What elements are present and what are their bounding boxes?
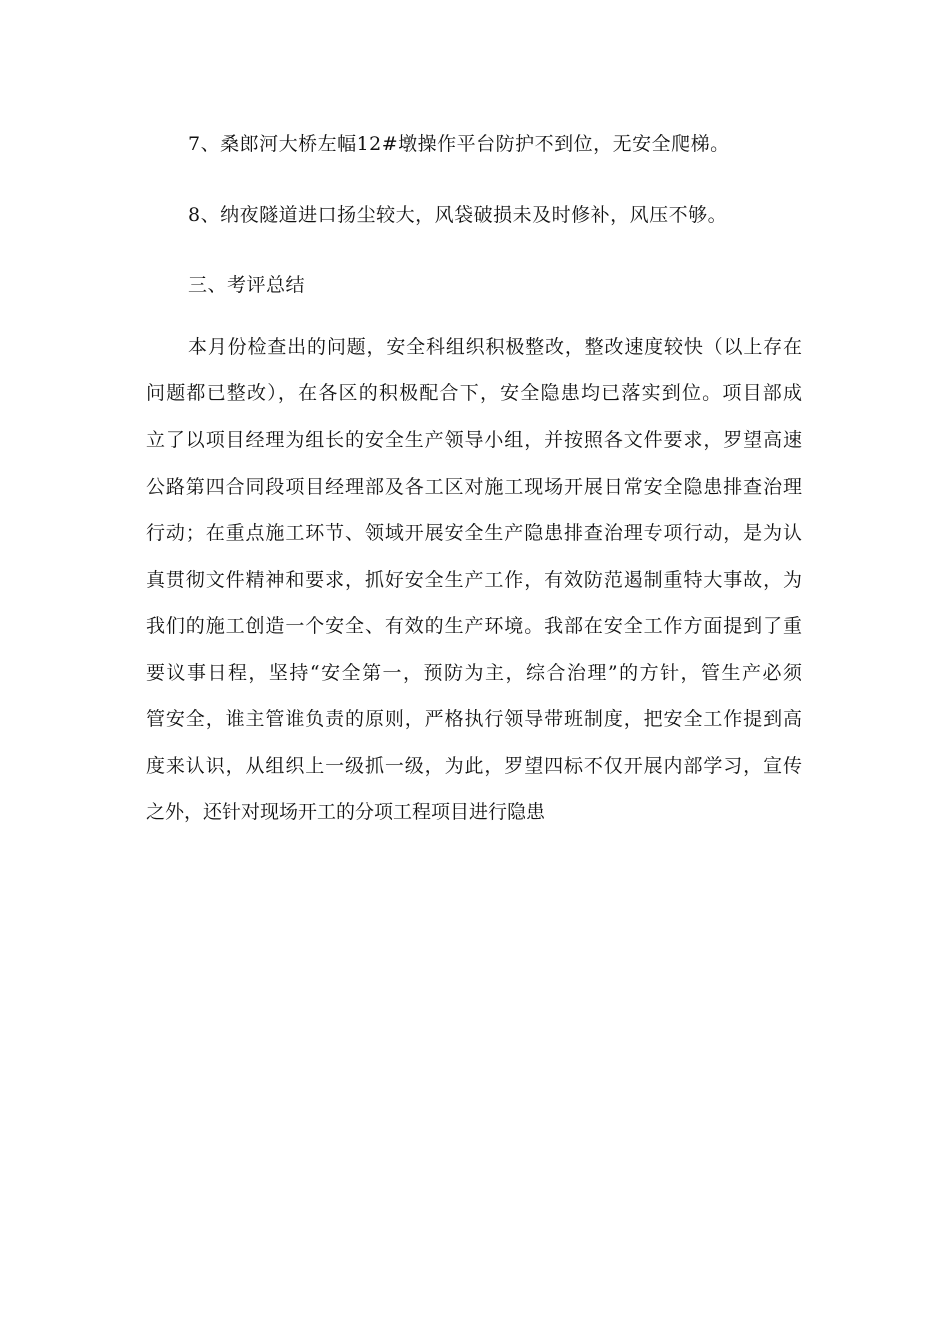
paragraph-line: 要议事日程，坚持“安全第一，预防为主，综合治理”的方针，管生产必须 (146, 662, 802, 684)
paragraph-line: 本月份检查出的问题，安全科组织积极整改，整改速度较快（以上存在 (188, 336, 802, 358)
paragraph-line: 管安全，谁主管谁负责的原则，严格执行领导带班制度，把安全工作提到高 (146, 708, 802, 730)
section-heading: 三、考评总结 (188, 274, 306, 296)
paragraph-line: 立了以项目经理为组长的安全生产领导小组，并按照各文件要求，罗望高速 (146, 429, 802, 451)
paragraph-line: 公路第四合同段项目经理部及各工区对施工现场开展日常安全隐患排查治理 (146, 476, 802, 498)
paragraph-line: 我们的施工创造一个安全、有效的生产环境。我部在安全工作方面提到了重 (146, 615, 802, 637)
list-item-8: 8、纳夜隧道进口扬尘较大，风袋破损未及时修补，风压不够。 (188, 204, 728, 226)
paragraph-line: 真贯彻文件精神和要求，抓好安全生产工作，有效防范遏制重特大事故，为 (146, 569, 802, 591)
list-item-7: 7、桑郎河大桥左幅12#墩操作平台防护不到位，无安全爬梯。 (188, 133, 730, 155)
paragraph-line: 问题都已整改），在各区的积极配合下，安全隐患均已落实到位。项目部成 (146, 382, 802, 404)
paragraph-line: 之外，还针对现场开工的分项工程项目进行隐患 (146, 801, 546, 823)
paragraph-line: 度来认识，从组织上一级抓一级，为此，罗望四标不仅开展内部学习，宣传 (146, 755, 802, 777)
paragraph-line: 行动；在重点施工环节、领域开展安全生产隐患排查治理专项行动，是为认 (146, 522, 802, 544)
